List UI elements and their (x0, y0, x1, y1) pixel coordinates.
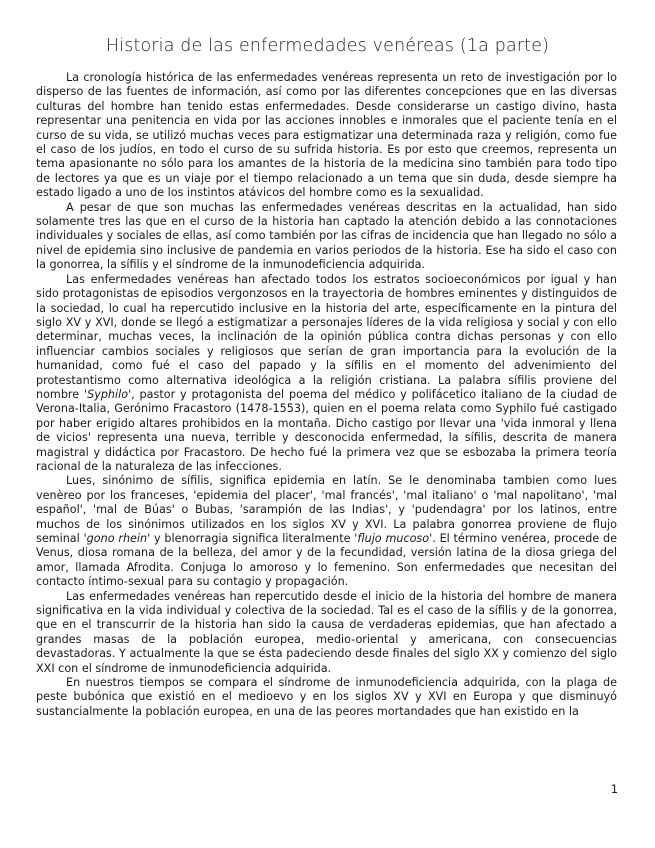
paragraph-text: En nuestros tiempos se compara el síndrome de inmunodeficiencia adquirida, con la plaga de peste bubónica que existió en el medioevo y en los siglos XV y XVI en Europa y que disminuyó sustancialmente la población europea, en una de las peores mortandades que han existido en la (36, 676, 617, 718)
paragraph (36, 474, 617, 589)
paragraph (36, 201, 617, 273)
italic-text: flujo mucoso (357, 532, 430, 545)
paragraph-text: Las enfermedades venéreas han repercutido desde el inicio de la historia del hombre de manera significativa en la vida individual y colectiva de la sociedad. Tal es el caso de la sífilis y de la gonorrea, que en el transcurrir de la historia han sido la causa de verdaderas epidemias, que han afectado a grandes masas de la población europea, medio-oriental y americana, con consecuencias devastadoras. Y actualmente la que se ésta padeciendo desde finales del siglo XX y comienzo del siglo XXI con el síndrome de inmunodeficiencia adquirida. (36, 589, 617, 675)
paragraph (36, 676, 617, 719)
paragraph-text: Las enfermedades venéreas han afectado todos los estratos socioeconómicos por igual y han sido protagonistas de episodios vergonzosos en la trayectoria de hombres eminentes y distinguidos de la sociedad, lo cual ha repercutido inclusive en la historia del arte, específicamente en la pintura del siglo XV y XVI, donde se llegó a estigmatizar a personajes líderes de la vida religiosa y social y con ello determinar, muchas veces, la inclinación de la opinión pública contra dichas personas y con ello influenciar cambios sociales y religiosos que serían de gran importancia para la evolución de la humanidad, como fué el caso del papado y la sífilis en el momento del advenimiento del protestantismo como alternativa ideológica a la religión cristiana. La palabra sífilis proviene del nombre ' (36, 272, 617, 401)
document-body (36, 71, 617, 719)
paragraph-text: La cronología histórica de las enfermedades venéreas representa un reto de investigación por lo disperso de las fuentes de información, así como por las diferentes concepciones que en las diversas culturas del hombre han tenido estas enfermedades. Desde considerarse un castigo divino, hasta representar una penitencia en vida por las acciones innobles e inmorales que el paciente tenía en el curso de su vida, se utilizó muchas veces para estigmatizar una determinada raza y religión, como fue el caso de los judíos, en todo el curso de su sufrida historia. Es por esto que creemos, representa un tema apasionante no sólo para los amantes de la historia de la medicina sino también para todo tipo de lectores ya que es un viaje por el tiempo relacionado a un tema que sin duda, desde siempre ha estado ligado a uno de los instintos atávicos del hombre como es la sexualidad. (36, 71, 617, 200)
paragraph-text: ' y blenorragia significa literalmente ' (147, 532, 358, 545)
document-title: Historia de las enfermedades venéreas (1a parte) (105, 36, 550, 56)
paragraph-text: '. El término venérea, procede de Venus, diosa romana de la belleza, del amor y de la fecundidad, versión latina de la diosa griega del amor, llamada Afrodita. Conjuga lo amoroso y lo femenino. Son enfermedades que necesitan del contacto íntimo-sexual para su contagio y propagación. (36, 532, 618, 589)
paragraph (36, 273, 617, 475)
italic-text: Syphilo (87, 387, 129, 401)
paragraph-text: ', pastor y protagonista del poema del médico y polifácetico italiano de la ciudad de Verona-Italia, Gerónimo Fracastoro (1478-1553), quien en el poema relata como Syphilo fué castigado por haber erigido altares prohibidos en la montaña. Dicho castigo por llevar una 'vida inmoral y llena de vicios' representa una nueva, terrible y desconocida enfermedad, la sífilis, descrita de manera magistral y didáctica por Fracastoro. De hecho fué la primera vez que se esbozaba la primera teoría racional de la naturaleza de las infecciones. (36, 387, 617, 473)
italic-text: gono rhein (86, 532, 148, 545)
paragraph (36, 590, 617, 676)
paragraph-text: A pesar de que son muchas las enfermedades venéreas descritas en la actualidad, han sido solamente tres las que en el curso de la historia han captado la atención debido a las connotaciones individuales y sociales de ellas, así como también por las cifras de incidencia que han llegado no sólo a nivel de epidemia sino inclusive de pandemia en varios periodos de la historia. Ese ha sido el caso con la gonorrea, la sífilis y el síndrome de la inmunodeficiencia adquirida. (36, 200, 617, 272)
paragraph-text: Lues, sinónimo de sífilis, significa epidemia en latín. Se le denominaba tambien como lues venèreo por los franceses, 'epidemia del placer', 'mal francés', 'mal italiano' o 'mal napolitano', 'mal español', 'mal de Búas' o Bubas, 'sarampión de las Indias', y 'pudendagra' por los latinos, entre muchos de los sinónimos utilizados en los siglos XV y XVI. La palabra gonorrea proviene de flujo seminal ' (36, 474, 617, 545)
paragraph (36, 71, 617, 201)
page-number: 1 (610, 783, 618, 796)
